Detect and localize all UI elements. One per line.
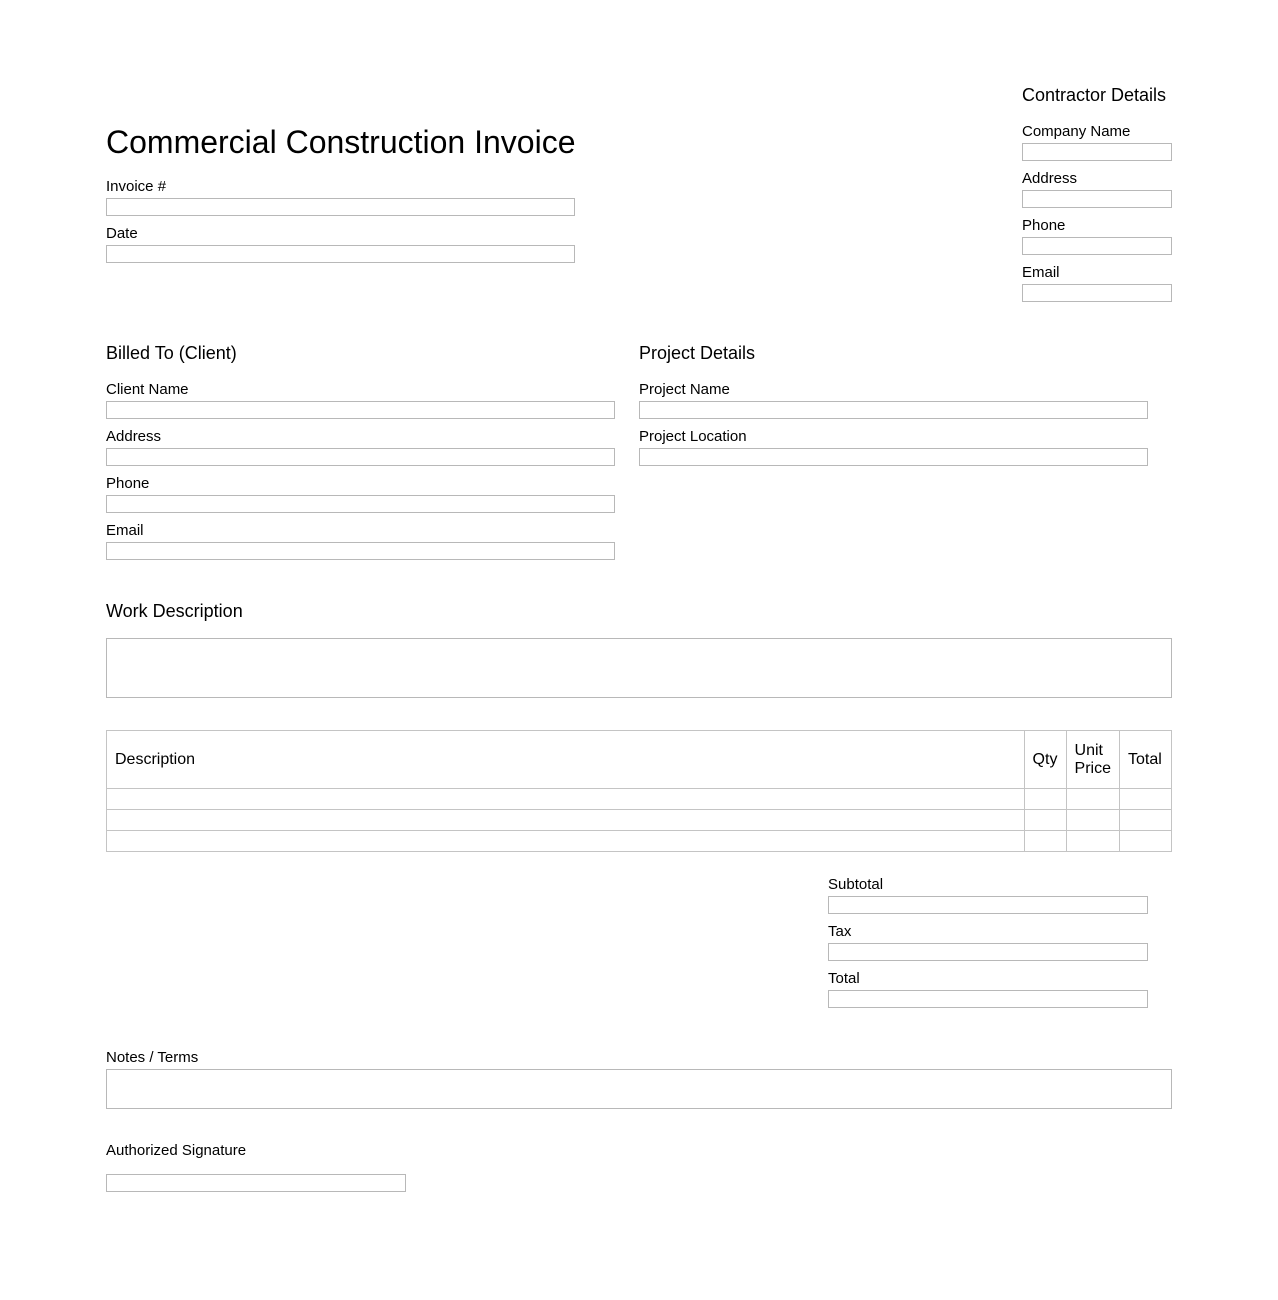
cell-total[interactable] <box>1119 831 1171 852</box>
cell-total[interactable] <box>1119 789 1171 810</box>
table-row <box>107 810 1172 831</box>
cell-description[interactable] <box>107 789 1025 810</box>
cell-qty[interactable] <box>1024 789 1066 810</box>
date-label: Date <box>106 225 138 242</box>
work-description-textarea[interactable] <box>106 638 1172 698</box>
contractor-heading: Contractor Details <box>1022 85 1167 105</box>
subtotal-input[interactable] <box>828 896 1148 914</box>
cell-unit-price[interactable] <box>1066 789 1119 810</box>
total-label: Total <box>828 970 860 987</box>
table-row <box>107 789 1172 810</box>
notes-label: Notes / Terms <box>106 1049 199 1066</box>
line-items-table <box>106 730 1172 852</box>
contractor-address-input[interactable] <box>1022 190 1172 208</box>
client-address-input[interactable] <box>106 448 615 466</box>
project-name-input[interactable] <box>639 401 1148 419</box>
project-name-label: Project Name <box>639 381 730 398</box>
contractor-company-input[interactable] <box>1022 143 1172 161</box>
cell-unit-price[interactable] <box>1066 810 1119 831</box>
project-heading: Project Details <box>639 343 756 363</box>
cell-qty[interactable] <box>1024 831 1066 852</box>
date-input[interactable] <box>106 245 575 263</box>
project-location-input[interactable] <box>639 448 1148 466</box>
work-description-heading: Work Description <box>106 601 243 621</box>
contractor-phone-input[interactable] <box>1022 237 1172 255</box>
signature-input[interactable] <box>106 1174 406 1192</box>
client-phone-input[interactable] <box>106 495 615 513</box>
cell-description[interactable] <box>107 831 1025 852</box>
column-header-unit-price: Unit Price <box>1066 731 1119 789</box>
contractor-email-input[interactable] <box>1022 284 1172 302</box>
tax-label: Tax <box>828 923 852 940</box>
cell-description[interactable] <box>107 810 1025 831</box>
client-heading: Billed To (Client) <box>106 343 237 363</box>
invoice-number-input[interactable] <box>106 198 575 216</box>
cell-total[interactable] <box>1119 810 1171 831</box>
column-header-total: Total <box>1119 731 1171 789</box>
contractor-address-label: Address <box>1022 170 1078 187</box>
subtotal-label: Subtotal <box>828 876 884 893</box>
table-header-row <box>107 731 1172 789</box>
column-header-qty: Qty <box>1024 731 1066 789</box>
contractor-phone-label: Phone <box>1022 217 1066 234</box>
contractor-email-label: Email <box>1022 264 1060 281</box>
signature-label: Authorized Signature <box>106 1142 247 1159</box>
client-address-label: Address <box>106 428 162 445</box>
page-title: Commercial Construction Invoice <box>106 124 576 160</box>
client-email-label: Email <box>106 522 144 539</box>
project-location-label: Project Location <box>639 428 747 445</box>
column-header-description: Description <box>107 731 1025 789</box>
tax-input[interactable] <box>828 943 1148 961</box>
cell-unit-price[interactable] <box>1066 831 1119 852</box>
cell-qty[interactable] <box>1024 810 1066 831</box>
client-phone-label: Phone <box>106 475 150 492</box>
table-row <box>107 831 1172 852</box>
client-name-input[interactable] <box>106 401 615 419</box>
notes-textarea[interactable] <box>106 1069 1172 1109</box>
contractor-company-label: Company Name <box>1022 123 1131 140</box>
client-email-input[interactable] <box>106 542 615 560</box>
total-input[interactable] <box>828 990 1148 1008</box>
invoice-number-label: Invoice # <box>106 178 167 195</box>
client-name-label: Client Name <box>106 381 189 398</box>
